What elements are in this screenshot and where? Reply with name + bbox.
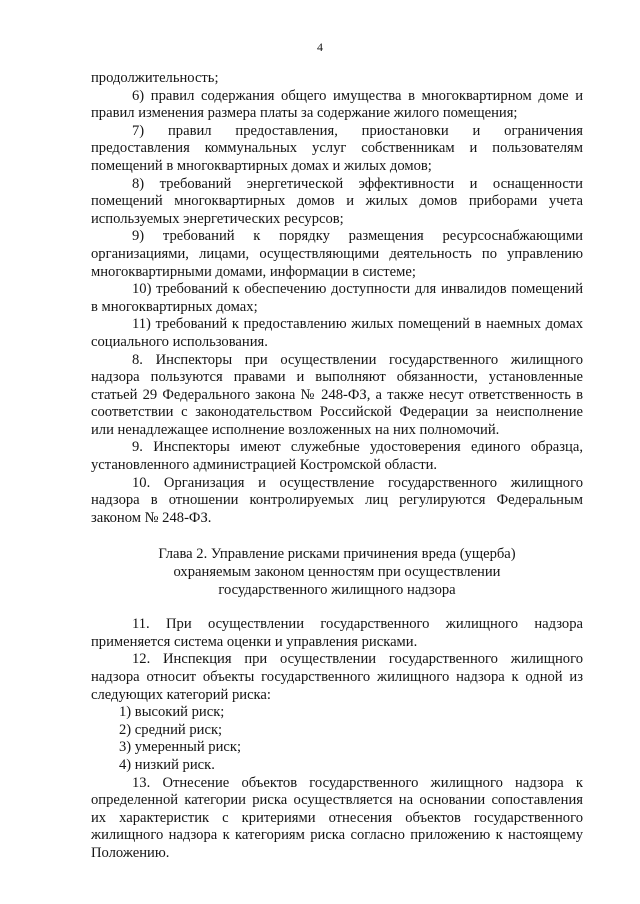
- chapter-heading-line: государственного жилищного надзора: [218, 581, 456, 598]
- list-item-11: 11) требований к предоставлению жилых помещений в наемных домах социального использования.: [91, 316, 583, 350]
- document-body: [91, 70, 583, 863]
- list-item-7: 7) правил предоставления, приостановки и ограничения предоставления коммунальных услуг собственникам и пользователям помещений в многоквартирных домах и жилых домов;: [91, 122, 583, 174]
- list-item-6: 6) правил содержания общего имущества в многоквартирном доме и правил изменения размера платы за содержание жилого помещения;: [91, 87, 583, 122]
- paragraph-11: 11. При осуществлении государственного жилищного надзора применяется система оценки и управления рисками.: [91, 616, 583, 650]
- paragraph-9: 9. Инспекторы имеют служебные удостоверения единого образца, установленного администрацией Костромской области.: [91, 439, 583, 474]
- list-item-9: 9) требований к порядку размещения ресурсоснабжающими организациями, лицами, осуществляющими деятельность по управлению многоквартирными домами, информации в системе;: [91, 228, 583, 280]
- chapter-heading-line: Глава 2. Управление рисками причинения вреда (ущерба): [158, 546, 516, 563]
- paragraph-8: 8. Инспекторы при осуществлении государственного жилищного надзора пользуются правами и выполняют обязанности, установленные статьей 29 Федерального закона № 248-ФЗ, а также несут ответственность в соответствии с законодательством Российской Федерации за неисполнение или ненадлежащее исполнение возложенных на них полномочий.: [91, 351, 583, 438]
- list-item-8: 8) требований энергетической эффективности и оснащенности помещений многоквартирных домов и жилых домов приборами учета используемых энергетических ресурсов;: [91, 175, 583, 227]
- chapter-heading-line: охраняемым законом ценностям при осуществлении: [173, 564, 501, 581]
- paragraph-12: 12. Инспекция при осуществлении государственного жилищного надзора относит объекты государственного жилищного надзора к одной из следующих категорий риска:: [91, 651, 583, 703]
- continued-text: продолжительность;: [91, 70, 219, 86]
- risk-category-item: 4) низкий риск.: [119, 756, 215, 773]
- paragraph-13: 13. Отнесение объектов государственного жилищного надзора к определенной категории риска осуществляется на основании сопоставления их характеристик с критериями отнесения объектов государственного жилищного надзора к категориям риска согласно приложению к настоящему Положению.: [91, 774, 583, 861]
- list-item-10: 10) требований к обеспечению доступности для инвалидов помещений в многоквартирных домах;: [91, 281, 583, 315]
- risk-category-item: 2) средний риск;: [119, 721, 223, 738]
- paragraph-10: 10. Организация и осуществление государственного жилищного надзора в отношении контролируемых лиц регулируются Федеральным законом № 248-ФЗ.: [91, 474, 583, 526]
- page-number: 4: [317, 40, 323, 54]
- risk-category-item: 3) умеренный риск;: [119, 739, 242, 756]
- risk-category-item: 1) высокий риск;: [119, 704, 225, 721]
- chapter-heading: [91, 546, 583, 599]
